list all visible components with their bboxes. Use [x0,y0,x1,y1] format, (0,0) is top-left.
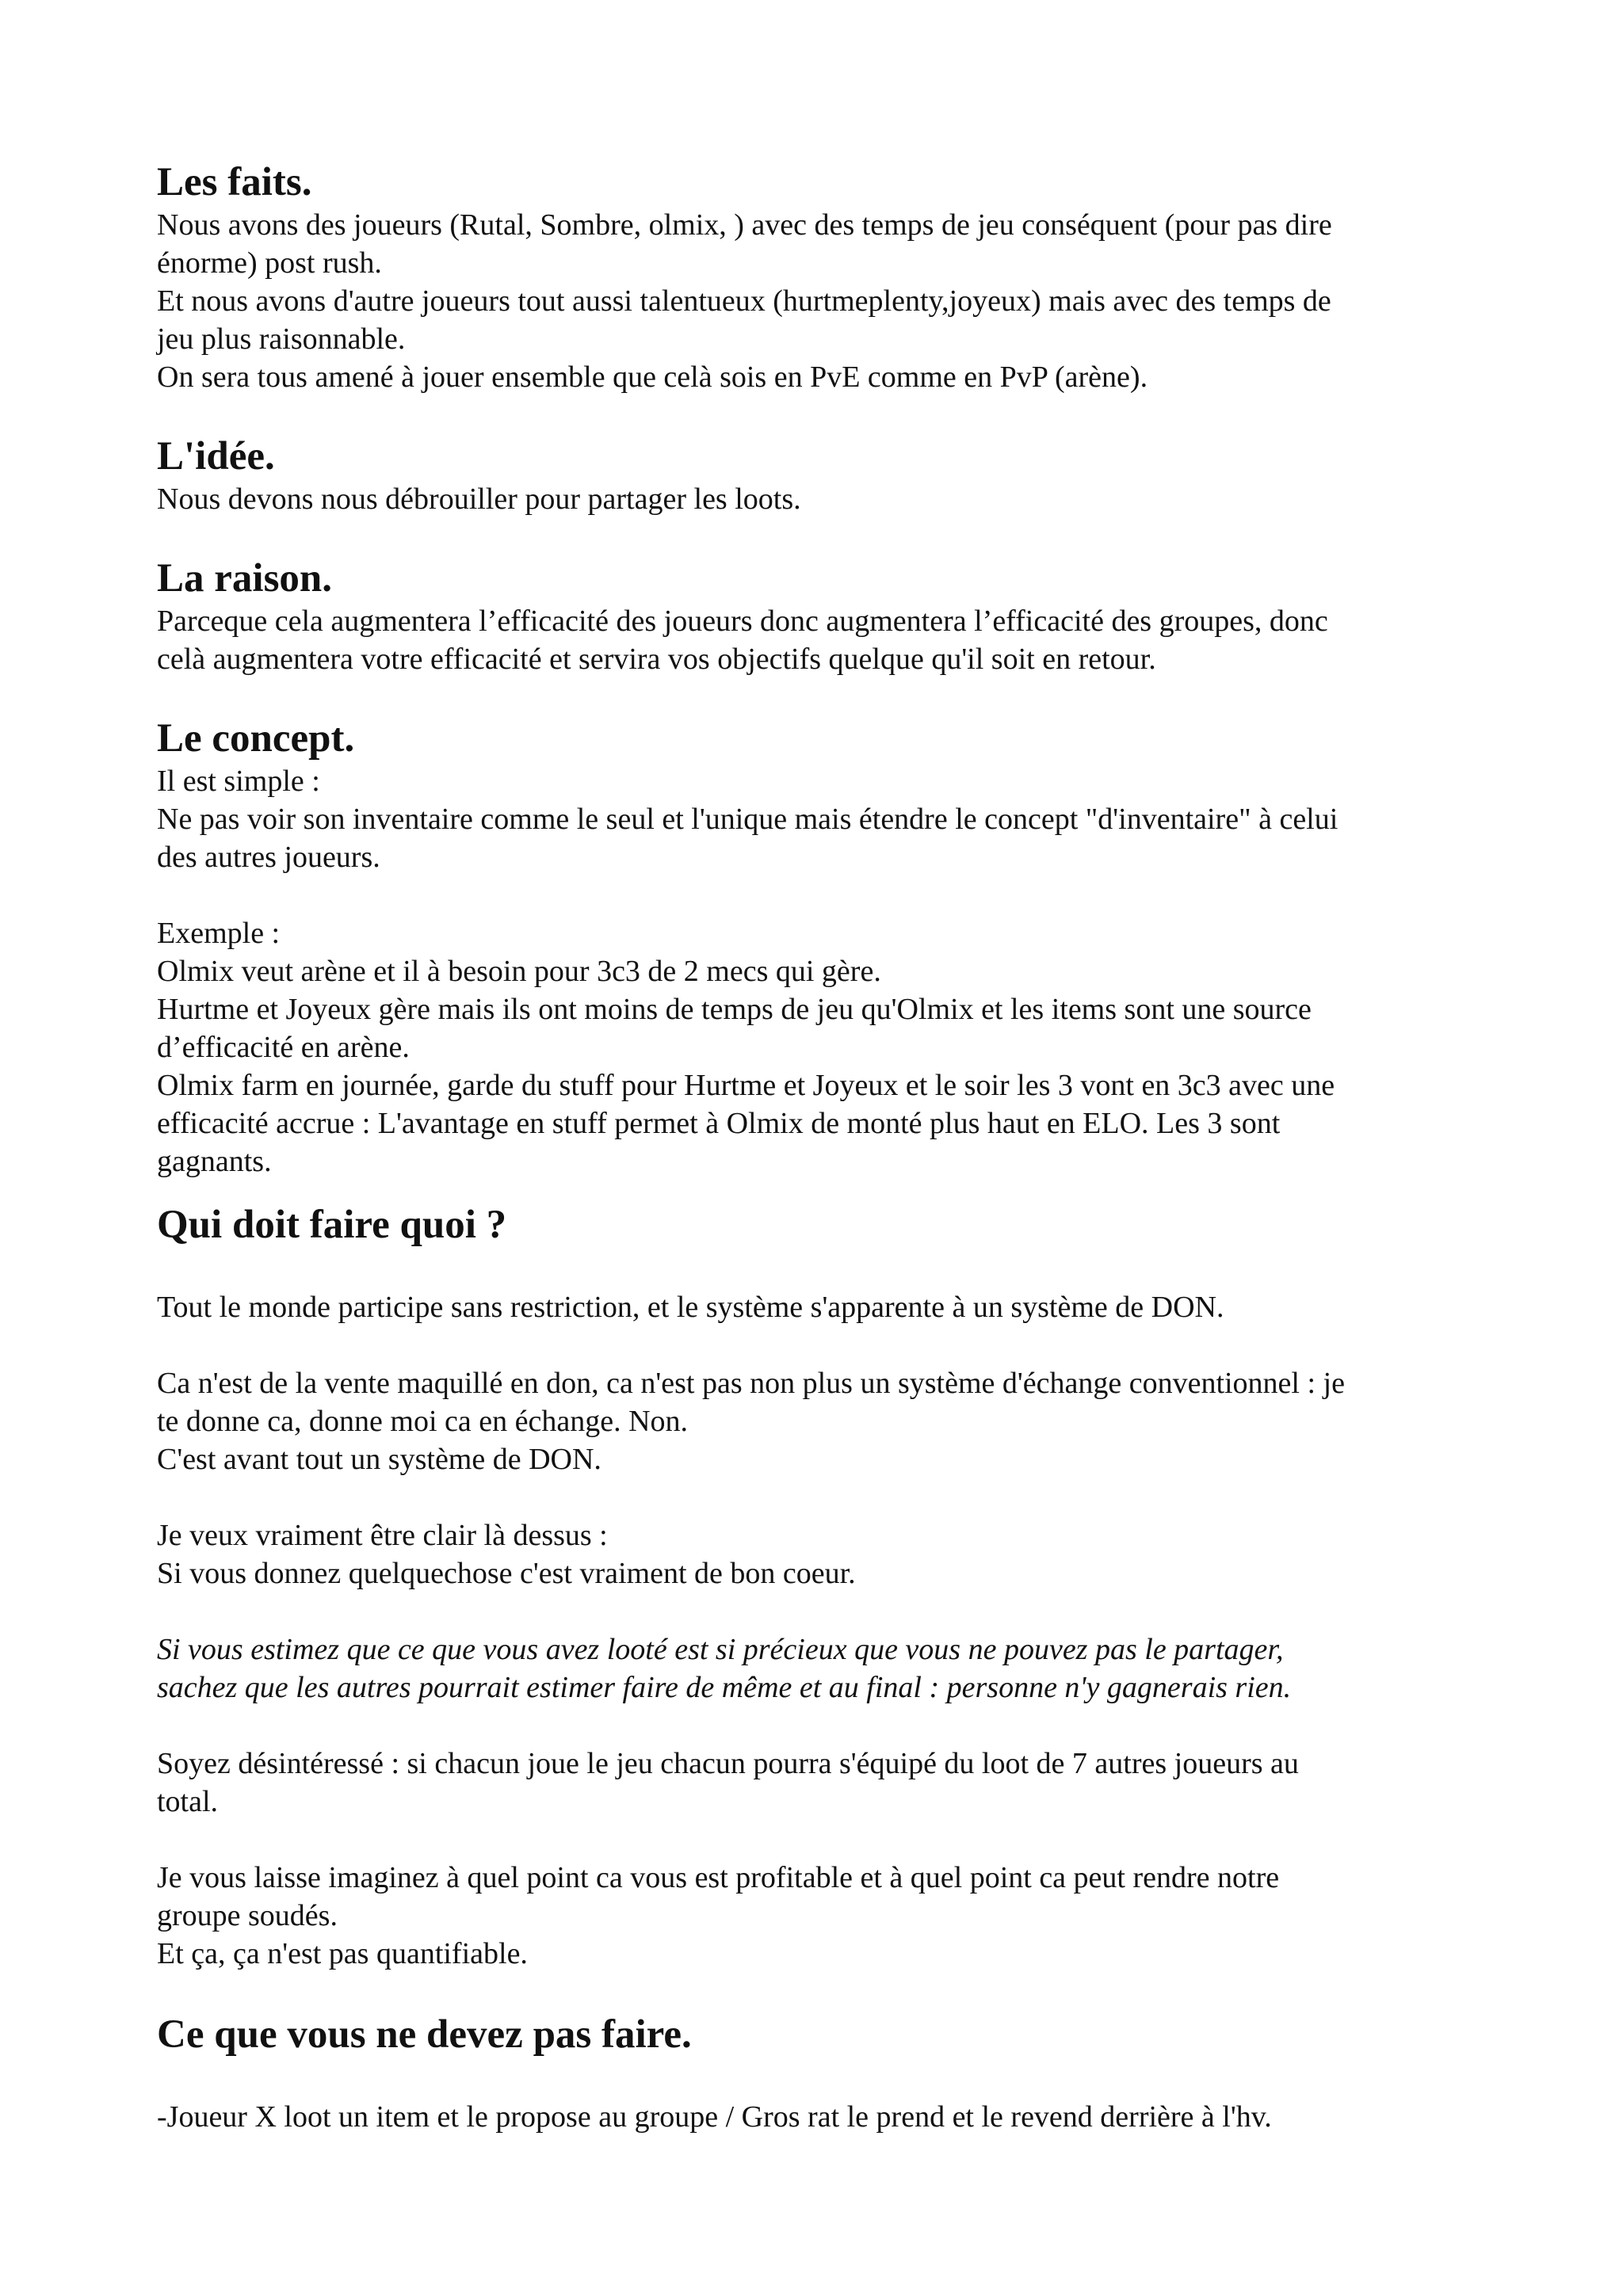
heading-les-faits: Les faits. [157,160,312,204]
raison-line-1: Parceque cela augmentera l’efficacité des joueurs donc augmentera l’efficacité des groupes, donc [157,605,1328,638]
heading-qui-doit-faire-quoi: Qui doit faire quoi ? [157,1203,507,1247]
qui-p6-line-1: Je vous laisse imaginez à quel point ca vous est profitable et à quel point ca peut rendre notre [157,1861,1280,1894]
example-line-4: d’efficacité en arène. [157,1031,410,1064]
qui-p2-line-2: te donne ca, donne moi ca en échange. Non. [157,1405,689,1438]
qui-p1-line-1: Tout le monde participe sans restriction, et le système s'apparente à un système de DON. [157,1291,1224,1324]
heading-ne-pas-faire: Ce que vous ne devez pas faire. [157,2012,692,2057]
qui-p5-line-1: Soyez désintéressé : si chacun joue le jeu chacun pourra s'équipé du loot de 7 autres joueurs au [157,1747,1299,1780]
example-line-2: Olmix veut arène et il à besoin pour 3c3 de 2 mecs qui gère. [157,955,881,988]
concept-line-2: Ne pas voir son inventaire comme le seul et l'unique mais étendre le concept "d'inventaire" à celui [157,803,1338,836]
qui-p4-line-2: sachez que les autres pourrait estimer faire de même et au final : personne n'y gagnerais rien. [157,1671,1292,1704]
example-line-7: gagnants. [157,1145,272,1178]
faits-line-4: jeu plus raisonnable. [157,322,406,356]
heading-concept: Le concept. [157,716,355,761]
heading-raison: La raison. [157,556,333,601]
document-page [157,158,1472,2136]
concept-line-1: Il est simple : [157,765,320,798]
example-line-3: Hurtme et Joyeux gère mais ils ont moins de temps de jeu qu'Olmix et les items sont une source [157,993,1312,1026]
faits-line-5: On sera tous amené à jouer ensemble que celà sois en PvE comme en PvP (arène). [157,360,1148,394]
concept-line-3: des autres joueurs. [157,841,380,874]
ne-pas-line-1: -Joueur X loot un item et le propose au groupe / Gros rat le prend et le revend derrière à l'hv. [157,2100,1272,2134]
qui-p2-line-1: Ca n'est de la vente maquillé en don, ca n'est pas non plus un système d'échange conventionnel : je [157,1367,1345,1400]
example-line-5: Olmix farm en journée, garde du stuff pour Hurtme et Joyeux et le soir les 3 vont en 3c3 avec une [157,1069,1335,1102]
qui-p4-line-1: Si vous estimez que ce que vous avez looté est si précieux que vous ne pouvez pas le partager, [157,1633,1284,1666]
qui-p6-line-3: Et ça, ça n'est pas quantifiable. [157,1937,528,1970]
heading-idee: L'idée. [157,434,275,479]
qui-p3-line-1: Je veux vraiment être clair là dessus : [157,1519,608,1552]
example-line-6: efficacité accrue : L'avantage en stuff permet à Olmix de monté plus haut en ELO. Les 3 sont [157,1107,1281,1140]
idee-line-1: Nous devons nous débrouiller pour partager les loots. [157,482,801,516]
raison-line-2: celà augmentera votre efficacité et servira vos objectifs quelque qu'il soit en retour. [157,643,1156,676]
example-line-1: Exemple : [157,917,281,950]
qui-p6-line-2: groupe soudés. [157,1899,338,1932]
faits-line-2: énorme) post rush. [157,246,382,280]
qui-p3-line-2: Si vous donnez quelquechose c'est vraiment de bon coeur. [157,1557,856,1590]
qui-p2-line-3: C'est avant tout un système de DON. [157,1443,601,1476]
faits-line-3: Et nous avons d'autre joueurs tout aussi talentueux (hurtmeplenty,joyeux) mais avec des temps de [157,284,1331,318]
faits-line-1: Nous avons des joueurs (Rutal, Sombre, olmix, ) avec des temps de jeu conséquent (pour pas dire [157,208,1332,242]
qui-p5-line-2: total. [157,1785,219,1818]
